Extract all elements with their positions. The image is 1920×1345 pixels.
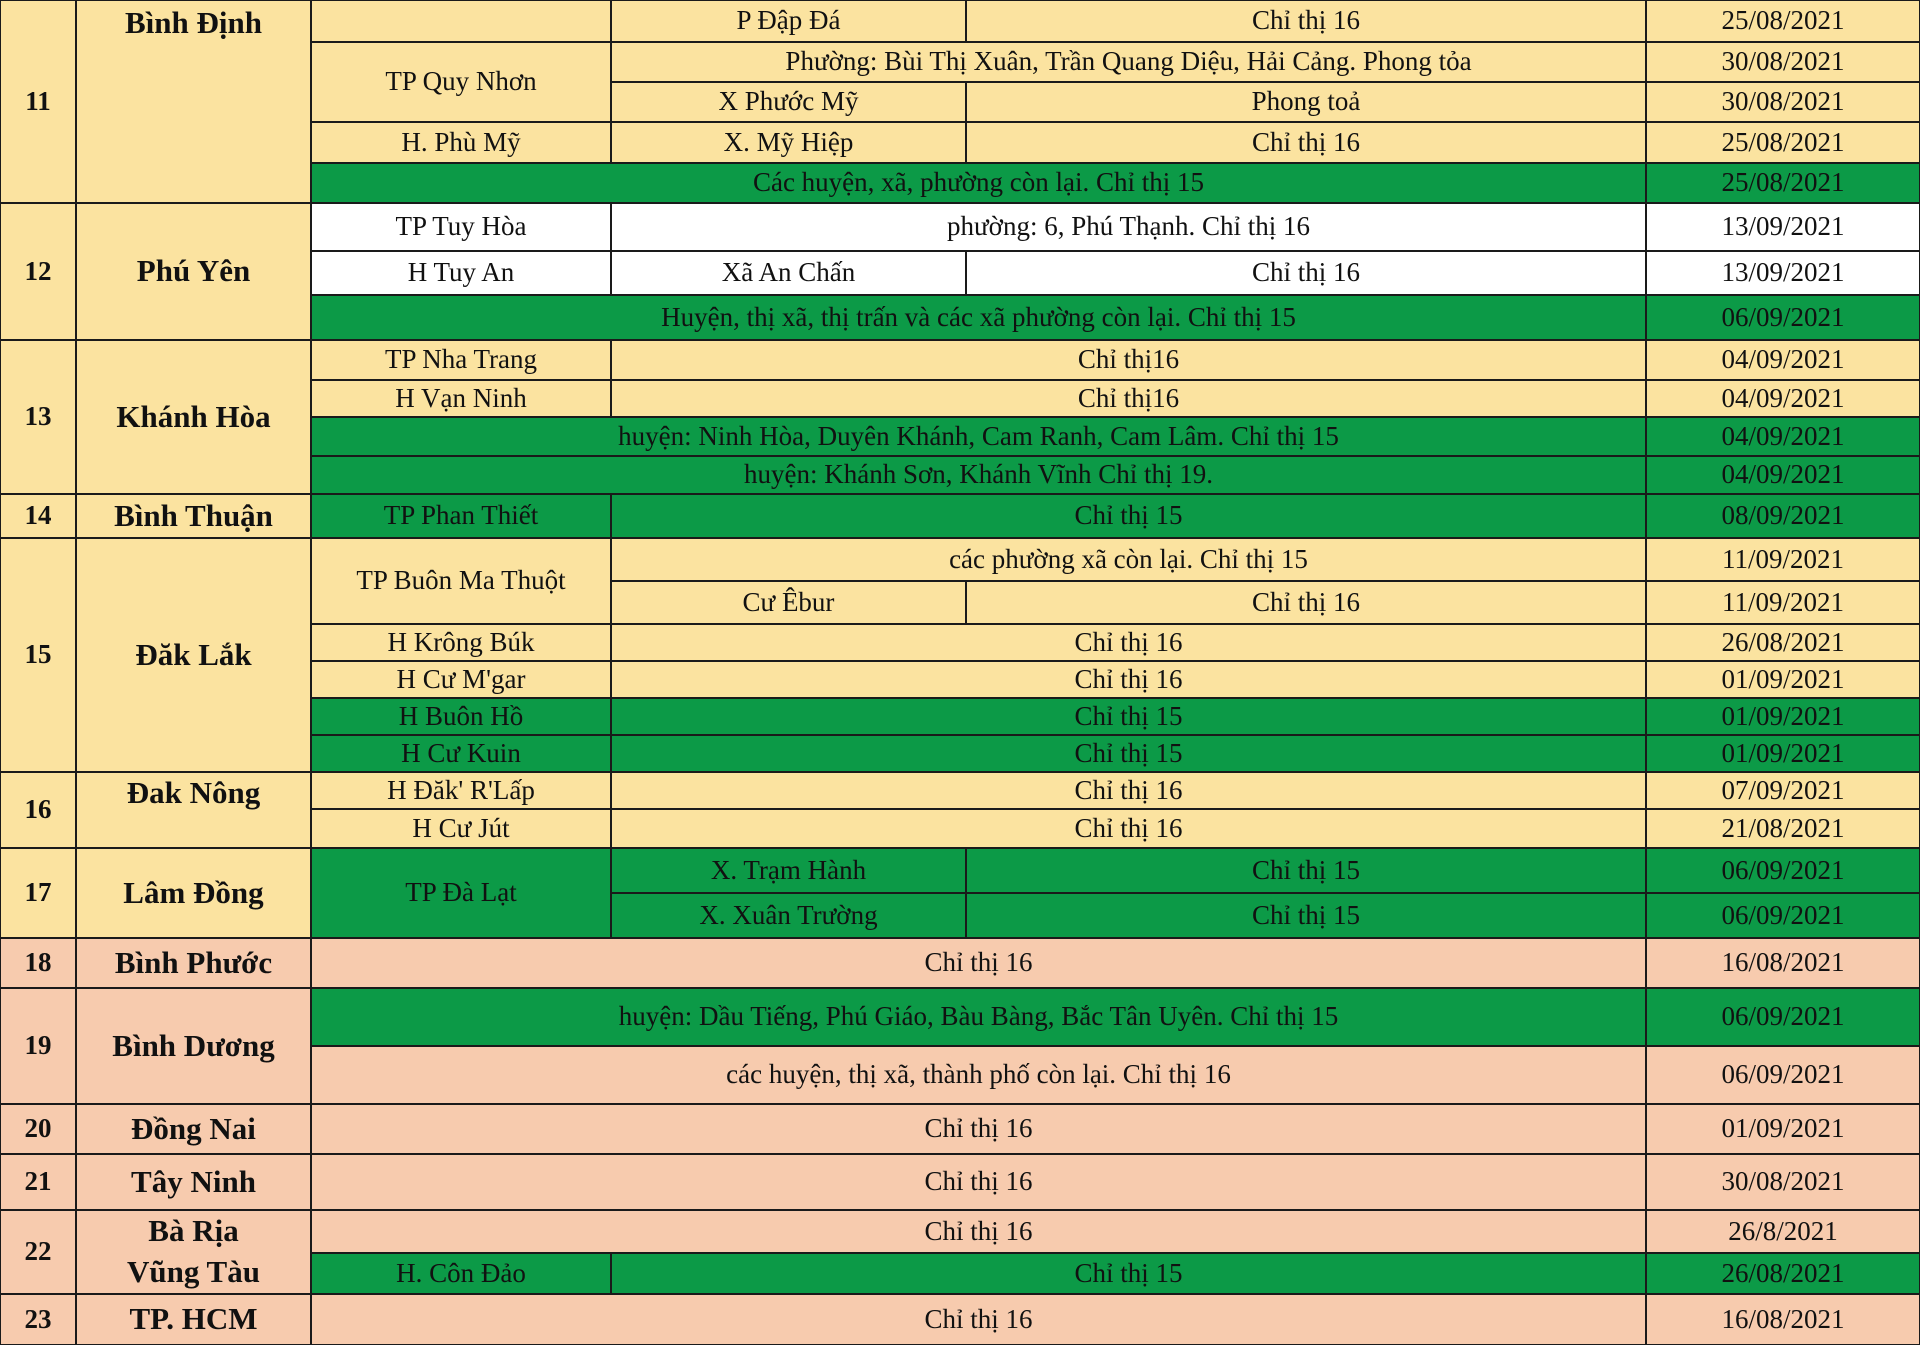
province-number: 13: [0, 340, 76, 494]
province-name: Bình Dương: [76, 988, 311, 1104]
province-number: 14: [0, 494, 76, 538]
directive-cell: Chỉ thị 15: [611, 698, 1646, 735]
ward-cell: X. Mỹ Hiệp: [611, 122, 966, 163]
date-cell: 01/09/2021: [1646, 735, 1920, 772]
province-number: 21: [0, 1154, 76, 1210]
date-cell: 26/8/2021: [1646, 1210, 1920, 1253]
district-cell: H Cư M'gar: [311, 661, 611, 698]
date-cell: 16/08/2021: [1646, 938, 1920, 988]
province-name: Đăk Lắk: [76, 538, 311, 772]
province-name: Lâm Đồng: [76, 848, 311, 938]
district-cell: TP Buôn Ma Thuột: [311, 538, 611, 624]
area-directive-cell: Các huyện, xã, phường còn lại. Chỉ thị 15: [311, 163, 1646, 203]
date-cell: 01/09/2021: [1646, 1104, 1920, 1154]
directive-cell: Chỉ thị16: [611, 380, 1646, 417]
district-cell: [311, 0, 611, 42]
province-name: Khánh Hòa: [76, 340, 311, 494]
province-name: Bình Định: [76, 0, 311, 203]
district-cell: H Cư Kuin: [311, 735, 611, 772]
directive-cell: Chỉ thị 16: [611, 624, 1646, 661]
province-name: Bà Rịa Vũng Tàu: [76, 1210, 311, 1294]
directive-cell: Chỉ thị 16: [311, 1294, 1646, 1345]
province-number: 12: [0, 203, 76, 340]
date-cell: 01/09/2021: [1646, 698, 1920, 735]
district-cell: H Krông Búk: [311, 624, 611, 661]
date-cell: 06/09/2021: [1646, 893, 1920, 938]
date-cell: 11/09/2021: [1646, 538, 1920, 581]
area-directive-cell: huyện: Khánh Sơn, Khánh Vĩnh Chỉ thị 19.: [311, 456, 1646, 494]
date-cell: 25/08/2021: [1646, 122, 1920, 163]
area-directive-cell: Phường: Bùi Thị Xuân, Trần Quang Diệu, Hải Cảng. Phong tỏa: [611, 42, 1646, 82]
district-cell: TP Phan Thiết: [311, 494, 611, 538]
directive-cell: Chỉ thị 15: [966, 848, 1646, 893]
date-cell: 01/09/2021: [1646, 661, 1920, 698]
date-cell: 08/09/2021: [1646, 494, 1920, 538]
province-number: 18: [0, 938, 76, 988]
directive-cell: Chỉ thị 15: [611, 735, 1646, 772]
ward-cell: X Phước Mỹ: [611, 82, 966, 122]
date-cell: 06/09/2021: [1646, 848, 1920, 893]
province-number: 17: [0, 848, 76, 938]
district-cell: TP Đà Lạt: [311, 848, 611, 938]
district-cell: TP Nha Trang: [311, 340, 611, 380]
area-directive-cell: phường: 6, Phú Thạnh. Chỉ thị 16: [611, 203, 1646, 251]
area-directive-cell: các huyện, thị xã, thành phố còn lại. Chỉ thị 16: [311, 1046, 1646, 1104]
province-name: Bình Phước: [76, 938, 311, 988]
ward-cell: P Đập Đá: [611, 0, 966, 42]
province-number: 22: [0, 1210, 76, 1294]
province-name: TP. HCM: [76, 1294, 311, 1345]
date-cell: 25/08/2021: [1646, 0, 1920, 42]
date-cell: 13/09/2021: [1646, 251, 1920, 295]
ward-cell: X. Trạm Hành: [611, 848, 966, 893]
directive-cell: Phong toả: [966, 82, 1646, 122]
province-number: 23: [0, 1294, 76, 1345]
date-cell: 26/08/2021: [1646, 1253, 1920, 1294]
directive-cell: Chỉ thị 16: [311, 1104, 1646, 1154]
directive-cell: Chỉ thị 16: [311, 1210, 1646, 1253]
directive-cell: Chỉ thị 16: [311, 938, 1646, 988]
district-cell: H Cư Jút: [311, 809, 611, 848]
directive-cell: Chỉ thị 16: [611, 809, 1646, 848]
date-cell: 21/08/2021: [1646, 809, 1920, 848]
ward-cell: X. Xuân Trường: [611, 893, 966, 938]
area-directive-cell: Huyện, thị xã, thị trấn và các xã phường còn lại. Chỉ thị 15: [311, 295, 1646, 340]
district-cell: H. Phù Mỹ: [311, 122, 611, 163]
directive-cell: Chỉ thị 15: [966, 893, 1646, 938]
date-cell: 04/09/2021: [1646, 380, 1920, 417]
date-cell: 30/08/2021: [1646, 82, 1920, 122]
province-number: 11: [0, 0, 76, 203]
date-cell: 13/09/2021: [1646, 203, 1920, 251]
date-cell: 04/09/2021: [1646, 456, 1920, 494]
ward-cell: Xã An Chấn: [611, 251, 966, 295]
date-cell: 06/09/2021: [1646, 295, 1920, 340]
date-cell: 07/09/2021: [1646, 772, 1920, 809]
directive-cell: Chỉ thị 16: [966, 0, 1646, 42]
district-cell: H Vạn Ninh: [311, 380, 611, 417]
area-directive-cell: huyện: Dầu Tiếng, Phú Giáo, Bàu Bàng, Bắc Tân Uyên. Chỉ thị 15: [311, 988, 1646, 1046]
district-cell: H Tuy An: [311, 251, 611, 295]
directive-cell: Chỉ thị16: [611, 340, 1646, 380]
district-cell: TP Quy Nhơn: [311, 42, 611, 122]
directive-cell: Chỉ thị 16: [966, 122, 1646, 163]
date-cell: 04/09/2021: [1646, 417, 1920, 456]
district-cell: H Đăk' R'Lấp: [311, 772, 611, 809]
date-cell: 26/08/2021: [1646, 624, 1920, 661]
date-cell: 25/08/2021: [1646, 163, 1920, 203]
province-name: Bình Thuận: [76, 494, 311, 538]
date-cell: 11/09/2021: [1646, 581, 1920, 624]
directive-cell: Chỉ thị 16: [611, 661, 1646, 698]
area-directive-cell: các phường xã còn lại. Chỉ thị 15: [611, 538, 1646, 581]
area-directive-cell: huyện: Ninh Hòa, Duyên Khánh, Cam Ranh, Cam Lâm. Chỉ thị 15: [311, 417, 1646, 456]
date-cell: 30/08/2021: [1646, 1154, 1920, 1210]
date-cell: 16/08/2021: [1646, 1294, 1920, 1345]
directive-cell: Chỉ thị 16: [611, 772, 1646, 809]
directive-cell: Chỉ thị 16: [966, 251, 1646, 295]
province-name: Đồng Nai: [76, 1104, 311, 1154]
directive-cell: Chỉ thị 16: [311, 1154, 1646, 1210]
province-number: 20: [0, 1104, 76, 1154]
district-cell: H Buôn Hồ: [311, 698, 611, 735]
directive-cell: Chỉ thị 15: [611, 1253, 1646, 1294]
province-name: Đak Nông: [76, 772, 311, 848]
ward-cell: Cư Êbur: [611, 581, 966, 624]
date-cell: 30/08/2021: [1646, 42, 1920, 82]
date-cell: 04/09/2021: [1646, 340, 1920, 380]
district-cell: H. Côn Đảo: [311, 1253, 611, 1294]
province-name: Tây Ninh: [76, 1154, 311, 1210]
date-cell: 06/09/2021: [1646, 1046, 1920, 1104]
date-cell: 06/09/2021: [1646, 988, 1920, 1046]
province-name: Phú Yên: [76, 203, 311, 340]
province-number: 15: [0, 538, 76, 772]
district-cell: TP Tuy Hòa: [311, 203, 611, 251]
directive-cell: Chỉ thị 15: [611, 494, 1646, 538]
directive-cell: Chỉ thị 16: [966, 581, 1646, 624]
province-number: 16: [0, 772, 76, 848]
province-number: 19: [0, 988, 76, 1104]
